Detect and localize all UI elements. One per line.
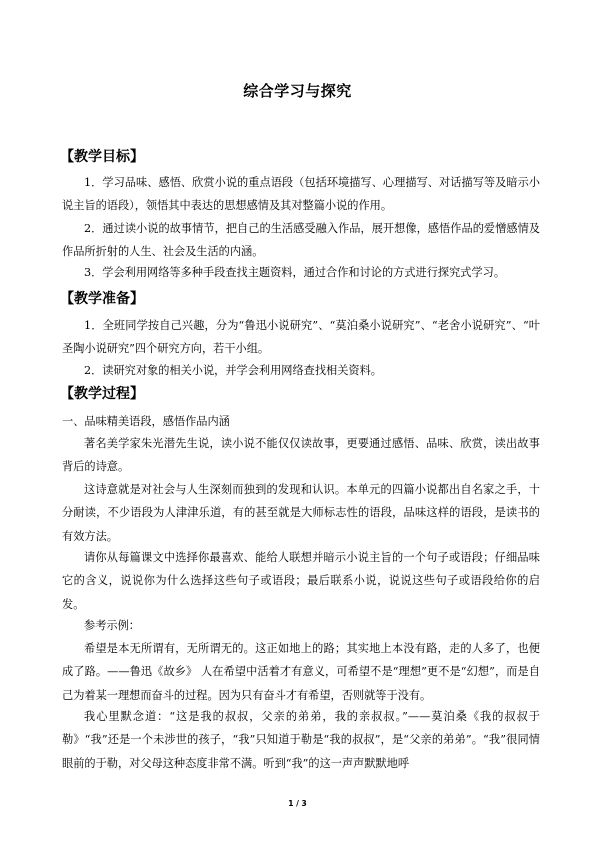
preparation-item-1: 1．全班同学按自己兴趣，分为“鲁迅小说研究”、“莫泊桑小说研究”、“老舍小说研究”、“叶圣陶小说研究”四个研究方向，若干小组。 bbox=[62, 319, 540, 356]
objective-item-2: 2．通过读小说的故事情节，把自己的生活感受融入作品，展开想像，感悟作品的爱憎感情及作品所折射的人生、社会及生活的内涵。 bbox=[62, 222, 540, 259]
page-title: 综合学习与探究 bbox=[243, 82, 352, 100]
process-paragraph-5: 希望是本无所谓有，无所谓无的。这正如地上的路；其实地上本没有路，走的人多了，也便成了路。——鲁迅《故乡》 人在希望中活着才有意义，可希望不是“理想”更不是“幻想”，而是自己为着某一理想而奋斗的过程。因为只有奋斗才有希望，否则就等于没有。 bbox=[62, 642, 540, 702]
preparation-item-2: 2．读研究对象的相关小说，并学会利用网络查找相关资料。 bbox=[84, 364, 382, 377]
process-paragraph-2: 这诗意就是对社会与人生深刻而独到的发现和认识。本单元的四篇小说都出自名家之手，十分耐读，不少语段为人津津乐道，有的甚至就是大师标志性的语段，品味这样的语段，是读书的有效方法。 bbox=[62, 483, 540, 543]
page-number: 1 / 3 bbox=[288, 799, 307, 808]
objective-item-3: 3．学会利用网络等多种手段查找主题资料，通过合作和讨论的方式进行探究式学习。 bbox=[84, 266, 506, 279]
process-paragraph-4: 参考示例： bbox=[84, 619, 140, 632]
process-paragraph-6: 我心里默念道：“这是我的叔叔，父亲的弟弟，我的亲叔叔。”——莫泊桑《我的叔叔于勒》“我”还是一个未涉世的孩子，“我”只知道于勒是“我的叔叔”，是“父亲的弟弟”。“我”很同情眼前的于勒，对父母这种态度非常不满。听到“我”的这一声声默默地呼 bbox=[62, 710, 540, 770]
objective-item-1: 1．学习品味、感悟、欣赏小说的重点语段（包括环境描写、心理描写、对话描写等及暗示小说主旨的语段），领悟其中表达的思想感情及其对整篇小说的作用。 bbox=[62, 176, 540, 213]
process-paragraph-3: 请你从每篇课文中选择你最喜欢、能给人联想并暗示小说主旨的一个句子或语段；仔细品味它的含义，说说你为什么选择这些句子或语段；最后联系小说，说说这些句子或语段给你的启发。 bbox=[62, 551, 540, 611]
preparation-heading: 【教学准备】 bbox=[60, 291, 144, 307]
process-paragraph-1: 著名美学家朱光潜先生说，读小说不能仅仅读故事，更要通过感悟、品味、欣赏，读出故事背后的诗意。 bbox=[62, 437, 540, 474]
process-heading: 【教学过程】 bbox=[60, 386, 144, 402]
objectives-heading: 【教学目标】 bbox=[60, 149, 144, 165]
process-subheading: 一、品味精美语段，感悟作品内涵 bbox=[62, 415, 230, 428]
